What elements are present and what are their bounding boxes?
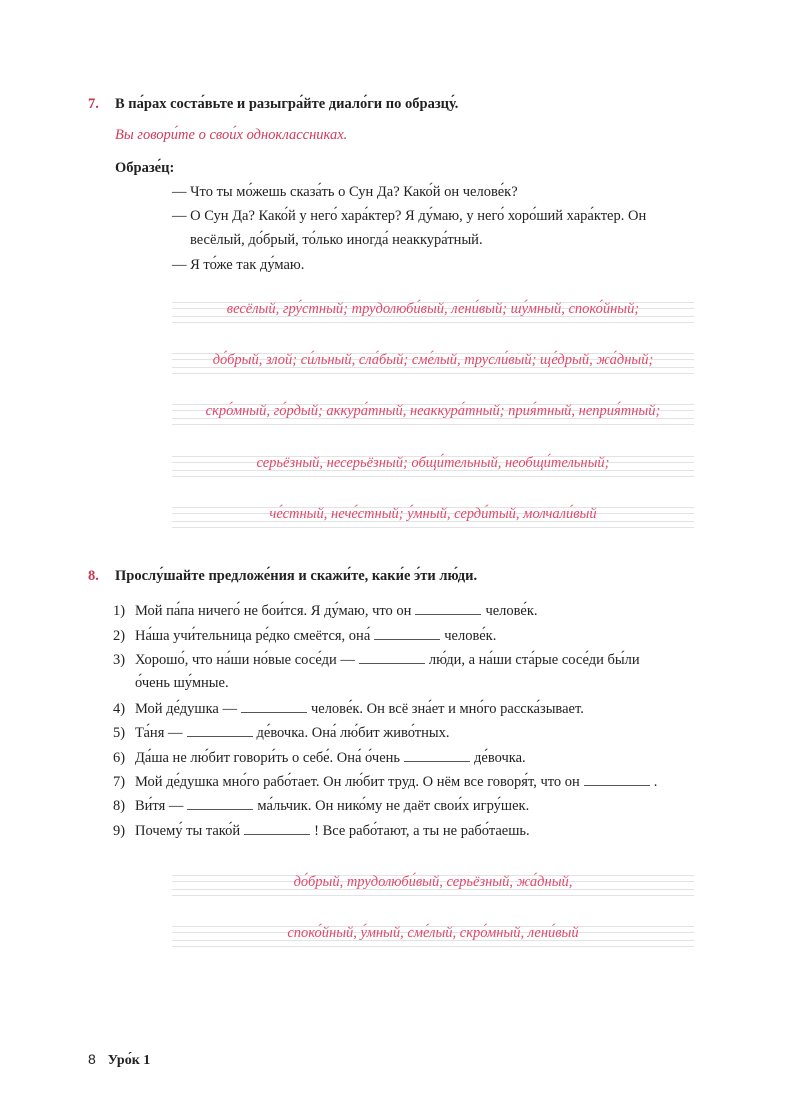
word-bank-text: споко́йный, у́мный, сме́лый, скро́мный, лени́вый <box>287 925 579 941</box>
word-bank-row <box>172 872 694 898</box>
word-bank-row <box>172 504 694 530</box>
exercise-8-title: Прослу́шайте предложе́ния и скажи́те, каки́е э́ти лю́ди. <box>115 568 478 584</box>
word-bank-text: до́брый, трудолюби́вый, серьёзный, жа́дный, <box>293 874 573 890</box>
list-item: 5) Та́ня — де́вочка. Она́ лю́бит живо́тных. <box>113 725 450 741</box>
dialogue-line: — О Сун Да? Како́й у него́ хара́ктер? Я ду́маю, у него́ хоро́ший хара́ктер. Он <box>172 208 647 224</box>
answer-blank[interactable] <box>374 627 440 640</box>
answer-blank[interactable] <box>241 700 307 713</box>
sample-label: Образе́ц: <box>115 160 175 176</box>
page-number: 8 <box>88 1051 96 1067</box>
list-item: 7) Мой де́душка мно́го рабо́тает. Он лю́бит труд. О нём все говоря́т, что он . <box>113 774 658 790</box>
answer-blank[interactable] <box>187 797 253 810</box>
list-item: 2) На́ша учи́тельница ре́дко смеётся, она́ челове́к. <box>113 628 497 644</box>
word-bank-text: до́брый, злой; си́льный, сла́бый; сме́лый, трусли́вый; ще́дрый, жа́дный; <box>212 352 654 368</box>
word-bank-row <box>172 923 694 949</box>
page-footer <box>88 1051 150 1069</box>
exercise-7-number: 7. <box>88 96 99 112</box>
dialogue-line: — Что ты мо́жешь сказа́ть о Сун Да? Како́й он челове́к? <box>172 184 518 200</box>
word-bank-text: скро́мный, го́рдый; аккура́тный, неаккура́тный; прия́тный, неприя́тный; <box>205 403 661 419</box>
word-bank-text: весёлый, гру́стный; трудолюби́вый, лени́вый; шу́мный, споко́йный; <box>226 301 640 317</box>
dialogue-line: весёлый, до́брый, то́лько иногда́ неаккура́тный. <box>190 232 483 248</box>
list-item: 3) Хорошо́, что на́ши но́вые сосе́ди — лю́ди, а на́ши ста́рые сосе́ди бы́ли <box>113 652 640 668</box>
word-bank-row <box>172 401 694 427</box>
answer-blank[interactable] <box>415 602 481 615</box>
exercise-8-heading <box>88 568 477 585</box>
answer-blank[interactable] <box>187 724 253 737</box>
list-item: 8) Ви́тя — ма́льчик. Он нико́му не даёт свои́х игру́шек. <box>113 798 530 814</box>
dialogue-line: — Я то́же так ду́маю. <box>172 257 305 273</box>
word-bank-text: че́стный, нече́стный; у́мный, серди́тый, молчали́вый <box>269 506 597 522</box>
exercise-7-title: В па́рах соста́вьте и разыгра́йте диало́ги по образцу́. <box>115 96 459 112</box>
word-bank-row <box>172 453 694 479</box>
list-item: 4) Мой де́душка — челове́к. Он всё зна́ет и мно́го расска́зывает. <box>113 701 584 717</box>
lesson-title: Уро́к 1 <box>107 1053 151 1068</box>
answer-blank[interactable] <box>359 651 425 664</box>
list-item: 6) Да́ша не лю́бит говори́ть о себе́. Она́ о́чень де́вочка. <box>113 750 526 766</box>
answer-blank[interactable] <box>404 749 470 762</box>
word-bank-text: серьёзный, несерьёзный; общи́тельный, необщи́тельный; <box>256 455 610 471</box>
word-bank-row <box>172 299 694 325</box>
exercise-7-subtitle: Вы говори́те о свои́х одноклассниках. <box>115 127 348 143</box>
list-item: 1) Мой па́па ничего́ не бои́тся. Я ду́маю, что он челове́к. <box>113 603 538 619</box>
list-item-continuation: о́чень шу́мные. <box>135 675 229 691</box>
answer-blank[interactable] <box>244 822 310 835</box>
exercise-7-heading <box>88 96 458 113</box>
word-bank-row <box>172 350 694 376</box>
answer-blank[interactable] <box>584 773 650 786</box>
list-item: 9) Почему́ ты тако́й ! Все рабо́тают, а ты не рабо́таешь. <box>113 823 530 839</box>
exercise-8-number: 8. <box>88 568 99 584</box>
